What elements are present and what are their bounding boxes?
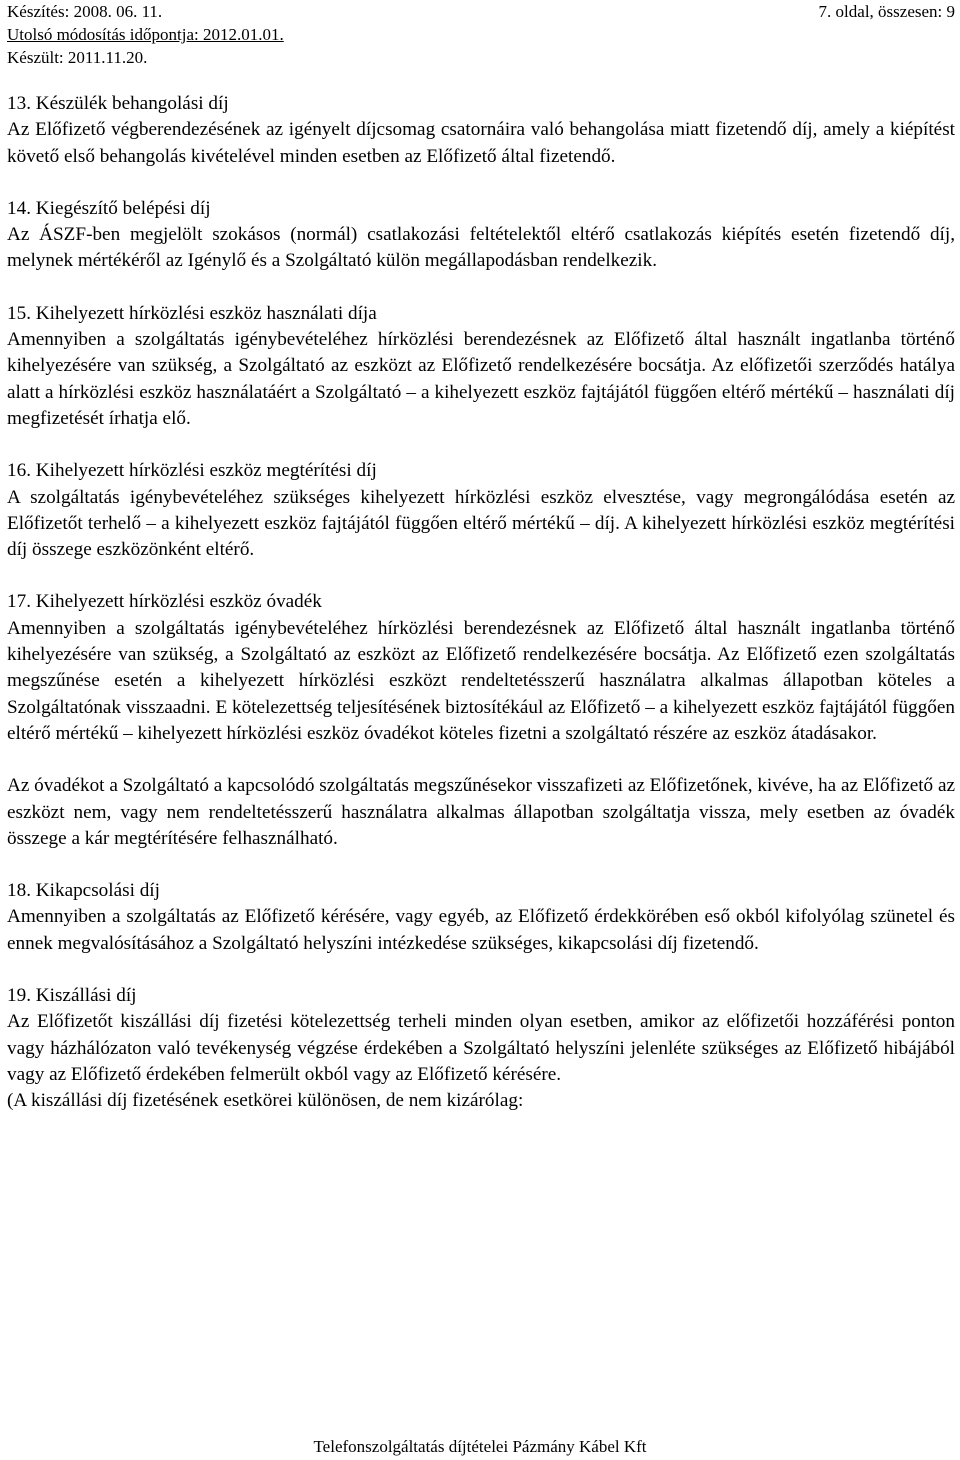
section-19 xyxy=(7,983,955,1114)
section-paragraph: Az óvadékot a Szolgáltató a kapcsolódó szolgáltatás megszűnésekor visszafizeti az Előfizetőnek, kivéve, ha az Előfizető az eszközt nem, vagy nem rendeltetésszerű használatra alkalmas állapotban szolgáltatja vissza, mely esetben az óvadék összege a kár megtérítésére felhasználható. xyxy=(7,775,955,849)
created-date: Készítés: 2008. 06. 11. xyxy=(7,2,163,21)
made-date: Készült: 2011.11.20. xyxy=(7,48,148,67)
document-body xyxy=(7,91,955,1115)
section-18 xyxy=(7,878,955,957)
section-17-deposit-refund xyxy=(7,773,955,852)
section-paragraph: Az Előfizető végberendezésének az igényelt díjcsomag csatornáira való behangolása miatt fizetendő díj, amely a kiépítést követő első behangolás kivételével minden esetben az Előfizető által fizetendő. xyxy=(7,119,955,167)
section-paragraph: Az Előfizetőt kiszállási díj fizetési kötelezettség terheli minden olyan esetben, amikor az előfizetői hozzáférési ponton vagy házhálózaton való tevékenység végzése érdekében a Szolgáltató helyszíni jelenléte szükséges az Előfizető hibájából vagy az Előfizető érdekében felmerült okból vagy az Előfizető kérésére. xyxy=(7,1011,955,1085)
section-14 xyxy=(7,196,955,275)
section-title: 16. Kihelyezett hírközlési eszköz megtérítési díj xyxy=(7,460,377,482)
last-modified-date: Utolsó módosítás időpontja: 2012.01.01. xyxy=(7,25,284,44)
section-title: 17. Kihelyezett hírközlési eszköz óvadék xyxy=(7,591,322,613)
section-paragraph: A szolgáltatás igénybevételéhez szükséges kihelyezett hírközlési eszköz elvesztése, vagy megrongálódása esetén az Előfizetőt terhelő – a kihelyezett eszköz fajtájától függően eltérő mértékű – díj. A kihelyezett hírközlési eszköz megtérítési díj összege eszközönként eltérő. xyxy=(7,486,955,561)
section-13 xyxy=(7,91,955,170)
section-15 xyxy=(7,301,955,432)
section-title: 14. Kiegészítő belépési díj xyxy=(7,197,211,219)
section-paragraph: Az ÁSZF-ben megjelölt szokásos (normál) csatlakozási feltételektől eltérő csatlakozás kiépítés esetén fizetendő díj, melynek mértékéről az Igénylő és a Szolgáltató külön megállapodásban rendelkezik. xyxy=(7,224,955,272)
section-title: 15. Kihelyezett hírközlési eszköz használati díja xyxy=(7,302,377,324)
header-row-2 xyxy=(7,23,955,46)
section-title: 19. Kiszállási díj xyxy=(7,985,137,1007)
section-title: 18. Kikapcsolási díj xyxy=(7,880,160,902)
page-number: 7. oldal, összesen: 9 xyxy=(818,2,955,21)
header-row-1 xyxy=(7,0,955,23)
section-paragraph: Amennyiben a szolgáltatás az Előfizető kérésére, vagy egyéb, az Előfizető érdekkörében eső okból kifolyólag szünetel és ennek megvalósításához a Szolgáltató helyszíni intézkedése szükséges, kikapcsolási díj fizetendő. xyxy=(7,906,955,954)
page-header xyxy=(7,0,955,69)
section-paragraph: Amennyiben a szolgáltatás igénybevételéhez hírközlési berendezésnek az Előfizető által használt ingatlanba történő kihelyezésére van szükség, a Szolgáltató az eszközt az Előfizető rendelkezésére bocsátja. Az előfizetői szerződés hatálya alatt a hírközlési eszköz használatáért a Szolgáltató – a kihelyezett eszköz fajtájától függően eltérő mértékű – használati díj megfizetését írhatja elő. xyxy=(7,329,955,429)
section-17 xyxy=(7,589,955,747)
section-title: 13. Készülék behangolási díj xyxy=(7,93,229,114)
section-paragraph: (A kiszállási díj fizetésének esetkörei különösen, de nem kizárólag: xyxy=(7,1090,524,1112)
section-16 xyxy=(7,458,955,563)
page-footer: Telefonszolgáltatás díjtételei Pázmány Kábel Kft xyxy=(313,1437,647,1456)
section-paragraph: Amennyiben a szolgáltatás igénybevételéhez hírközlési berendezésnek az Előfizető által használt ingatlanba történő kihelyezésére van szükség, a Szolgáltató az eszközt az Előfizető rendelkezésére bocsátja. Az Előfizető ezen szolgáltatás megszűnése esetén a kihelyezett hírközlési eszközt rendeltetésszerű használatra alkalmas állapotban köteles a Szolgáltatónak visszaadni. E kötelezettség teljesítésének biztosítékául az Előfizető – a kihelyezett eszköz fajtájától függően eltérő mértékű – kihelyezett hírközlési eszköz óvadékot köteles fizetni a szolgáltató részére az eszköz átadásakor. xyxy=(7,617,955,744)
header-row-3 xyxy=(7,46,955,69)
